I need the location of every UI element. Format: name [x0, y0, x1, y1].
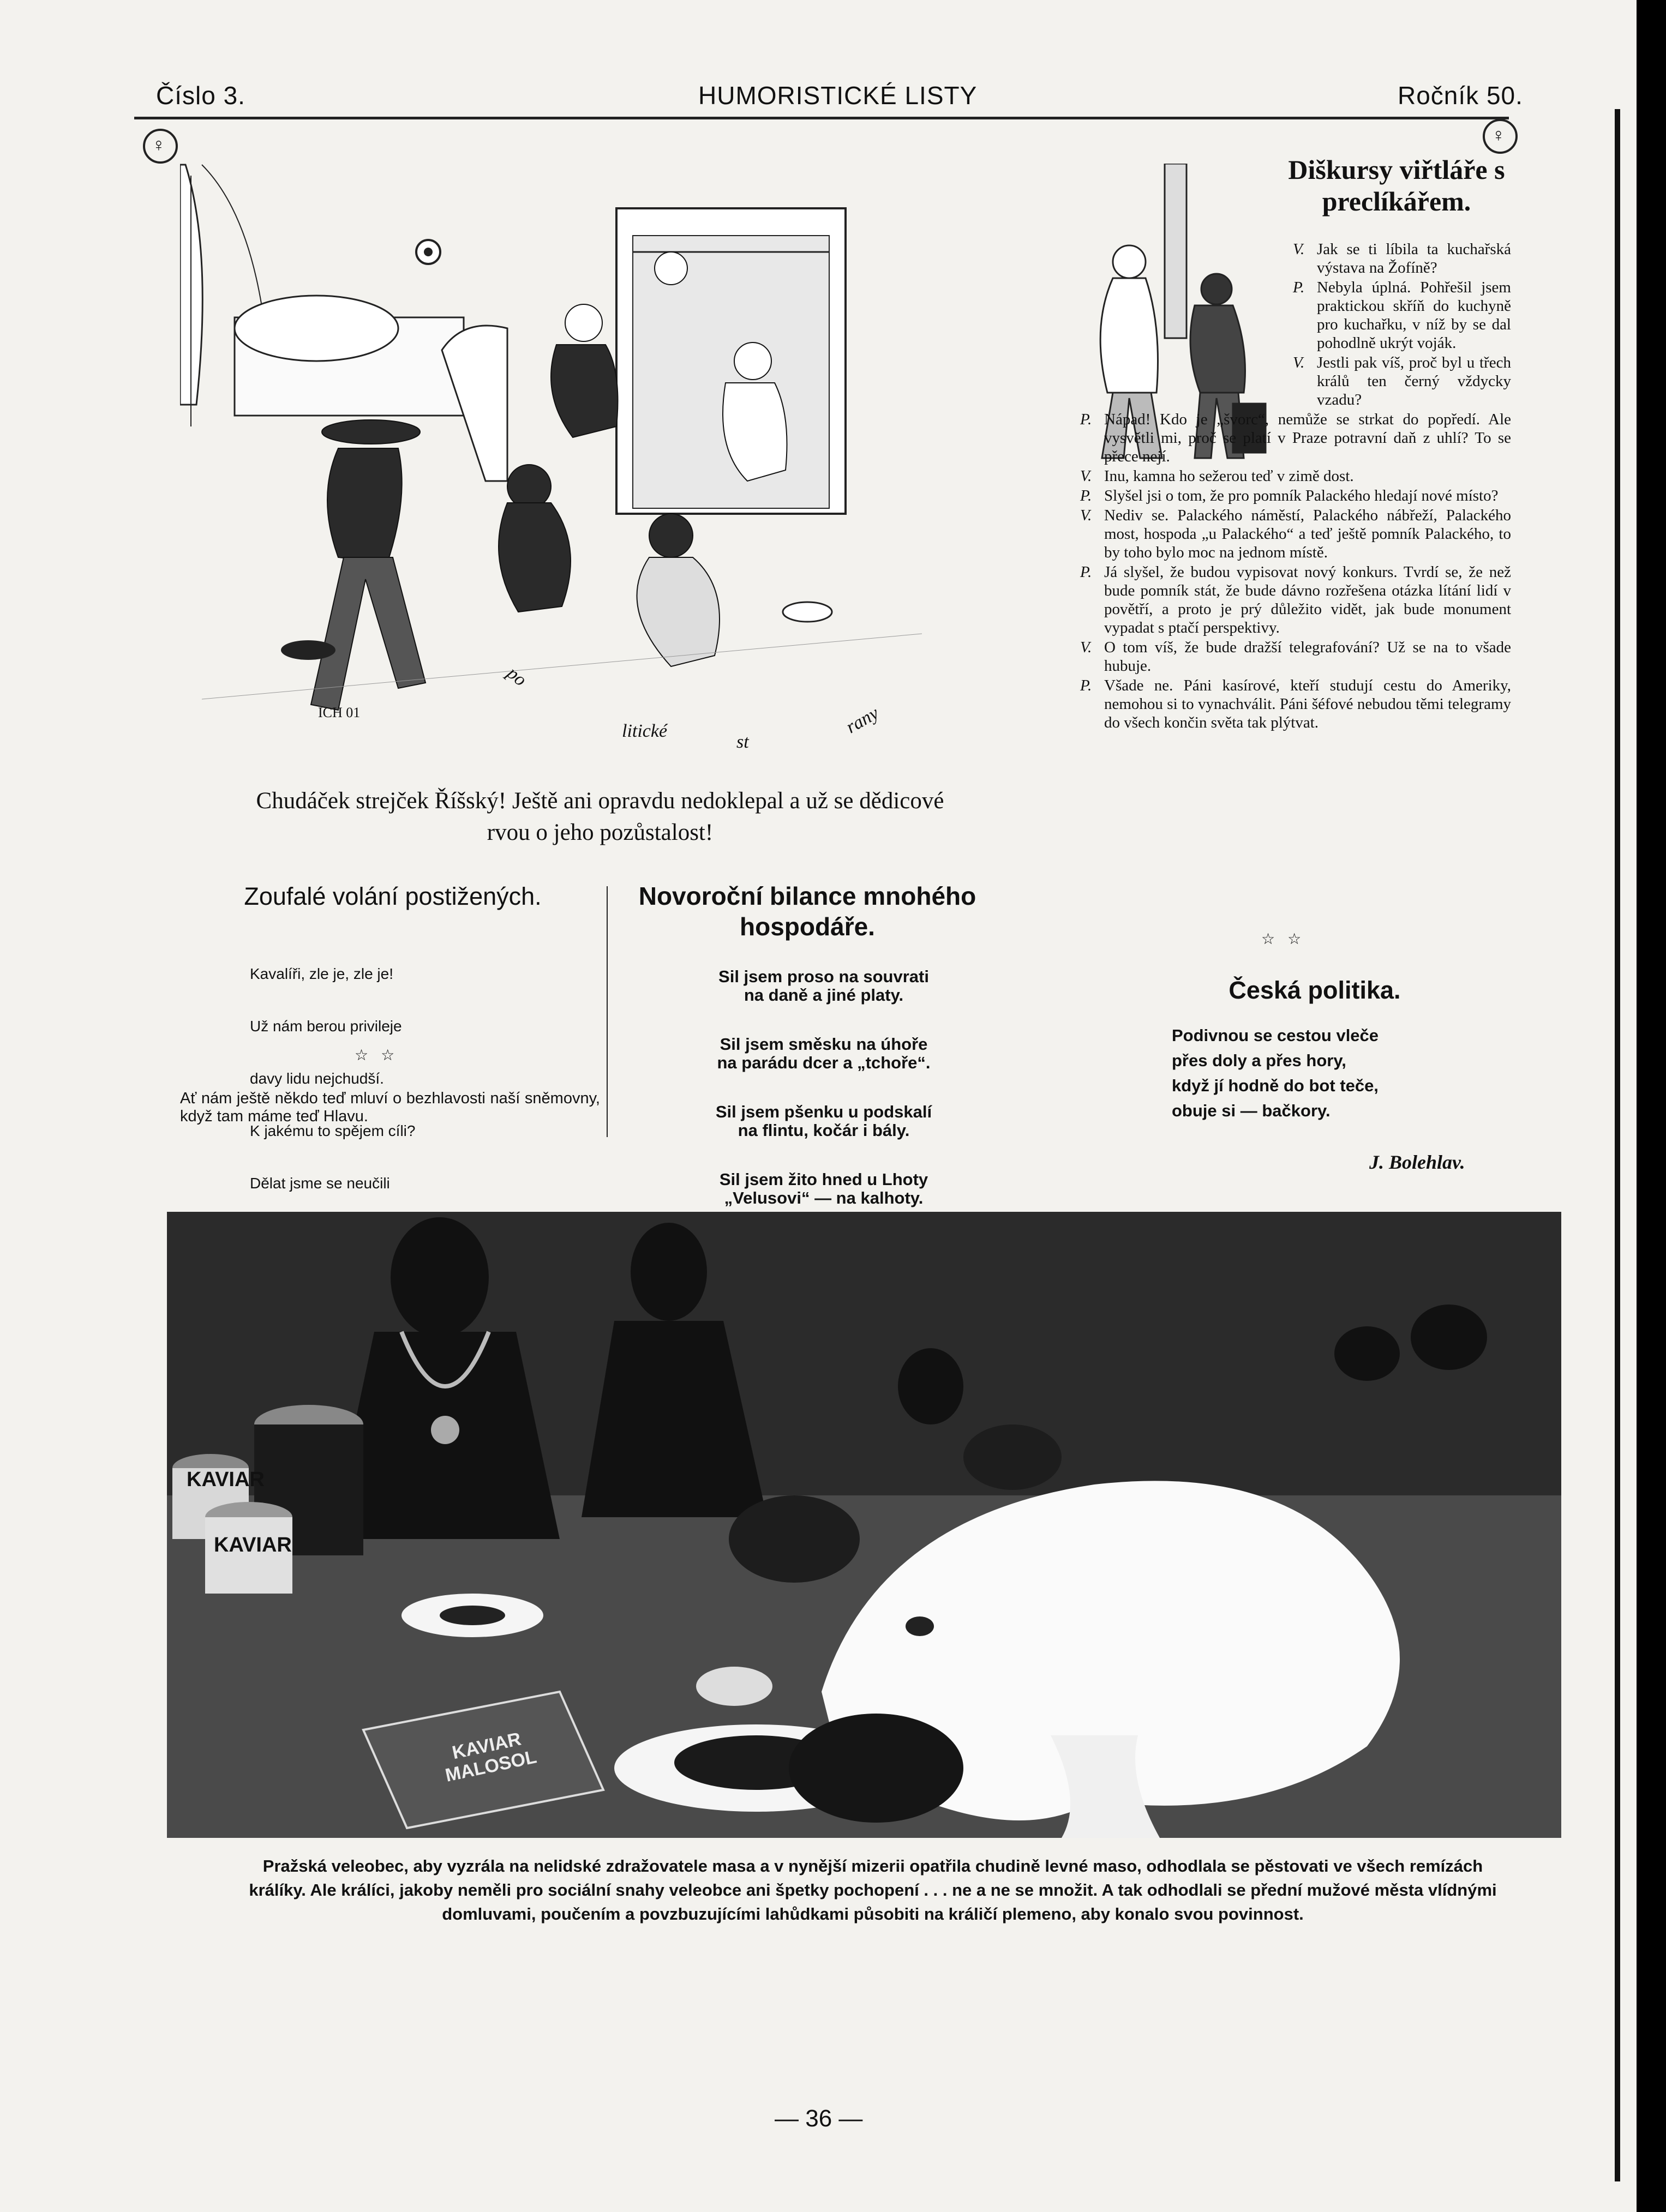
binding-edge	[1615, 109, 1620, 2181]
poem-left-stars: ☆ ☆	[355, 1047, 399, 1064]
dialog-stars: ☆ ☆	[1261, 931, 1306, 948]
ground-text-4: rany	[842, 702, 883, 738]
volume-number: Ročník 50.	[1398, 81, 1523, 110]
poem-middle-title: Novoroční bilance mnohého hospodáře.	[638, 882, 976, 941]
poem-right-lines	[1172, 1023, 1379, 1123]
dialog-line: V. Jak se ti líbila ta kuchařská výstava na Žofíně?	[1293, 241, 1511, 276]
poem-left-title: Zoufalé volání postižených.	[244, 882, 542, 910]
artist-signature: ICH 01	[318, 705, 361, 720]
dialog-line: V. O tom víš, že bude dražší telegrafování? Už se na to všade hubuje.	[1080, 639, 1511, 675]
inheritance-cartoon	[180, 143, 933, 770]
poem-right-title: Česká politika.	[1228, 976, 1401, 1004]
rabbit-cartoon-drawing	[167, 1212, 1561, 1838]
left-ornament-icon: ♀	[143, 129, 178, 164]
masthead-title: HUMORISTICKÉ LISTY	[698, 81, 978, 110]
dialog-line: P. Všade ne. Páni kasírové, kteří studují cestu do Ameriky, nemohou si to vynachválit. Páni šéfové nebudou těmi telegramy do všech končin světa tak plýtvat.	[1080, 677, 1511, 731]
poem-left-line: Kavalíři, zle je, zle je!	[250, 965, 393, 982]
poem-middle-stanza: Sil jsem směsku na úhoře na parádu dcer a „tchoře“.	[717, 1035, 931, 1072]
issue-number: Číslo 3.	[156, 81, 245, 110]
top-cartoon-caption: Chudáček strejček Říšský! Ještě ani opravdu nedoklepal a už se dědicové rvou o jeho pozůstalost!	[256, 788, 944, 845]
poem-left-line: davy lidu nejchudší.	[250, 1070, 384, 1087]
dialog-title: Diškursy viřtláře s preclíkářem.	[1288, 154, 1505, 217]
column-divider	[607, 886, 608, 1137]
poem-right-line: Podivnou se cestou vleče	[1172, 1026, 1379, 1045]
ground-text-3: st	[736, 732, 749, 752]
dialog-body	[1080, 240, 1511, 733]
dialog-line: V. Jestli pak víš, proč byl u třech králů ten černý vždycky vzadu?	[1293, 354, 1511, 408]
poem-left-tail: Ať nám ještě někdo teď mluví o bezhlavosti naší sněmovny, když tam máme teď Hlavu.	[180, 1090, 600, 1125]
poem-left-line: Dělat jsme se neučili	[250, 1175, 390, 1192]
caviar-tin-label-1: KAVIAR	[187, 1468, 265, 1491]
cartoon-drawing	[180, 143, 933, 770]
poem-middle-stanza: Sil jsem pšenku u podskalí na flintu, kočár i bály.	[715, 1102, 932, 1140]
rabbit-cartoon-caption: Pražská veleobec, aby vyzrála na nelidské zdražovatele masa a v nynější mizerii opatřila chudině levné maso, odhodlala se pěstovati ve všech remízách králíky. Ale králíci, jakoby neměli pro sociální snahy veleobce ani špetky pochopení . . . ne a ne se množit. A tak odhodlali se přední mužové města vlídnými domluvami, poučením a povzbuzujícími lahůdkami působiti na králičí plemeno, aby konalo svou povinnost.	[249, 1856, 1497, 1924]
header-rule	[134, 117, 1509, 119]
poem-right-author: J. Bolehlav.	[1369, 1151, 1465, 1173]
poem-right-line: přes doly a přes hory,	[1172, 1051, 1346, 1070]
poem-middle-stanza: Sil jsem žito hned u Lhoty „Velusovi“ — na kalhoty.	[719, 1170, 928, 1207]
caviar-tin-label-2: KAVIAR	[214, 1534, 292, 1556]
poem-left-line: Už nám berou privileje	[250, 1018, 402, 1035]
ground-text-1: po	[503, 663, 531, 690]
caviar-book-label: KAVIAR MALOSOL	[443, 1728, 539, 1786]
poem-right-line: obuje si — bačkory.	[1172, 1101, 1331, 1120]
poem-middle-stanza: Sil jsem proso na souvrati na daně a jiné platy.	[718, 967, 929, 1005]
dialog-line: P. Nebyla úplná. Pohřešil jsem praktickou skříň do kuchyně pro kuchařku, v níž by se dal pohodlně ukrýt voják.	[1293, 279, 1511, 352]
poem-right-line: když jí hodně do bot teče,	[1172, 1076, 1379, 1095]
ground-text-2: litické	[622, 721, 668, 741]
dialog-line: V. Nediv se. Palackého náměstí, Palackého nábřeží, Palackého most, hospoda „u Palackého“ a teď ještě pomník Palackého, to by toho bylo moc na jednom místě.	[1080, 507, 1511, 561]
dialog-line: P. Já slyšel, že budou vypisovat nový konkurs. Tvrdí se, že než bude pomník stát, že bude dávno rozřešena otázka lítání lidí v povětří, a proto je prý důležito vidět, jak bude monument vypadat s ptačí perspektivy.	[1080, 563, 1511, 636]
right-ornament-icon: ♀	[1483, 119, 1518, 154]
page-number: — 36 —	[775, 2105, 863, 2132]
dialog-line: V. Inu, kamna ho sežerou teď v zimě dost.	[1080, 467, 1354, 485]
poem-left-line: K jakému to spějem cíli?	[250, 1122, 416, 1139]
poem-middle-stanzas	[671, 949, 976, 1226]
dialog-line: P. Slyšel jsi o tom, že pro pomník Palackého hledají nové místo?	[1080, 487, 1499, 504]
dialog-line: P. Nápad! Kdo je „švorc“, nemůže se strkat do popředí. Ale vysvětli mi, proč se platí v Praze potravní daň z uhlí? To se přece nejí.	[1080, 411, 1511, 465]
rabbit-cartoon	[167, 1212, 1561, 1838]
